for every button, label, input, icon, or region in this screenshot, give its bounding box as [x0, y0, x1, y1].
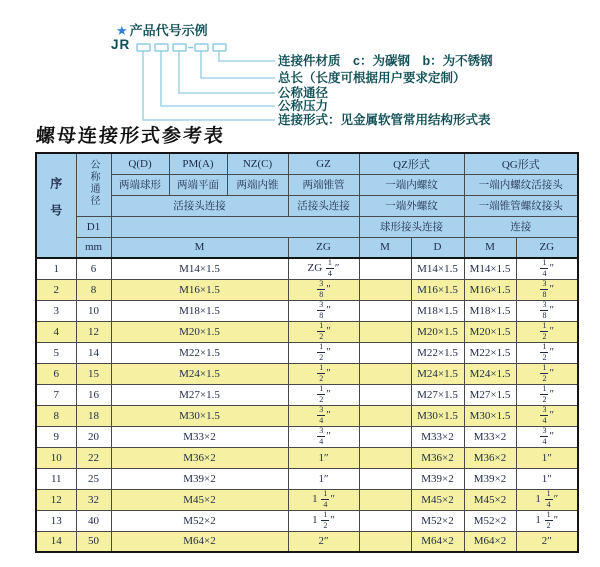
cell-qz_d: M45×2: [411, 489, 464, 510]
cell-qz_m: [359, 342, 411, 363]
cell-gz: 1 $\frac{1}{4}$ ″: [288, 489, 359, 510]
label-total-length: 总长（长度可根据用户要求定制）: [278, 71, 466, 85]
cell-qz_m: [359, 468, 411, 489]
cell-gz: $\frac{3}{8}$ ″: [288, 279, 359, 300]
cell-qz_d: M30×1.5: [411, 405, 464, 426]
cell-qg_m: M30×1.5: [464, 405, 516, 426]
table-row: [36, 363, 578, 384]
code-box-5: [213, 44, 226, 51]
code-box-1: [137, 44, 150, 51]
cell-dn: 32: [76, 489, 111, 510]
cell-m: M22×1.5: [111, 342, 288, 363]
cell-qz_m: [359, 489, 411, 510]
cell-gz: $\frac{3}{8}$ ″: [288, 300, 359, 321]
table-row: [36, 468, 578, 489]
cell-m: M18×1.5: [111, 300, 288, 321]
cell-qg_zg: $\frac{1}{2}$ ″: [516, 384, 578, 405]
code-box-2: [155, 44, 168, 51]
cell-qg_zg: $\frac{1}{2}$ ″: [516, 363, 578, 384]
cell-qg_zg: $\frac{1}{2}$ ″: [516, 321, 578, 342]
cell-dn: 25: [76, 468, 111, 489]
cell-m: M45×2: [111, 489, 288, 510]
table-row: [36, 384, 578, 405]
cell-qz_d: M16×1.5: [411, 279, 464, 300]
cell-dn: 22: [76, 447, 111, 468]
cell-gz: $\frac{1}{2}$ ″: [288, 384, 359, 405]
cell-qg_zg: $\frac{3}{4}$ ″: [516, 426, 578, 447]
cell-no: 1: [36, 258, 76, 279]
cell-dn: 15: [76, 363, 111, 384]
cell-qg_zg: $\frac{3}{8}$ ″: [516, 300, 578, 321]
cell-gz: 1″: [288, 447, 359, 468]
cell-dn: 40: [76, 510, 111, 531]
cell-dn: 12: [76, 321, 111, 342]
header-gz: GZ: [288, 153, 359, 174]
header-qz-form: QZ形式: [359, 153, 464, 174]
table-row: [36, 300, 578, 321]
cell-dn: 8: [76, 279, 111, 300]
cell-qg_m: M39×2: [464, 468, 516, 489]
header-qz-desc3: 球形接头连接: [359, 216, 464, 237]
cell-qz_m: [359, 405, 411, 426]
nut-connection-reference-table: [35, 152, 579, 553]
cell-qz_m: [359, 321, 411, 342]
table-row: [36, 279, 578, 300]
header-pm: PM(A): [169, 153, 227, 174]
cell-m: M16×1.5: [111, 279, 288, 300]
cell-dn: 20: [76, 426, 111, 447]
cell-qz_m: [359, 426, 411, 447]
cell-dn: 16: [76, 384, 111, 405]
cell-qz_d: M20×1.5: [411, 321, 464, 342]
cell-qz_m: [359, 510, 411, 531]
header-blank: [111, 216, 359, 237]
header-serial: [36, 153, 76, 258]
table-row: [36, 531, 578, 552]
cell-m: M33×2: [111, 426, 288, 447]
header-qg-desc3: 连接: [464, 216, 578, 237]
header-qg-m: M: [464, 237, 516, 258]
cell-gz: 1″: [288, 468, 359, 489]
cell-m: M30×1.5: [111, 405, 288, 426]
cell-qg_zg: $\frac{1}{2}$ ″: [516, 342, 578, 363]
header-pm-desc: 两端平面: [169, 174, 227, 195]
cell-qg_m: M52×2: [464, 510, 516, 531]
diagram-heading-text: 产品代号示例: [129, 23, 208, 38]
cell-qg_m: M36×2: [464, 447, 516, 468]
cell-no: 12: [36, 489, 76, 510]
header-qz-d: D: [411, 237, 464, 258]
cell-qg_zg: 1″: [516, 468, 578, 489]
table-header: [36, 153, 578, 258]
cell-no: 9: [36, 426, 76, 447]
connector-line-4: [201, 51, 275, 78]
cell-m: M14×1.5: [111, 258, 288, 279]
cell-qz_d: M18×1.5: [411, 300, 464, 321]
cell-qg_m: M33×2: [464, 426, 516, 447]
cell-qz_m: [359, 300, 411, 321]
header-qg-desc2: 一端锥管螺纹接头: [464, 195, 578, 216]
table-row: [36, 405, 578, 426]
cell-dn: 18: [76, 405, 111, 426]
header-gz-connection: 活接头连接: [288, 195, 359, 216]
header-mm: mm: [76, 237, 111, 258]
cell-qz_d: M36×2: [411, 447, 464, 468]
cell-dn: 10: [76, 300, 111, 321]
header-union-connection: 活接头连接: [111, 195, 288, 216]
header-qz-desc1: 一端内螺纹: [359, 174, 464, 195]
cell-gz: $\frac{3}{4}$ ″: [288, 405, 359, 426]
cell-no: 11: [36, 468, 76, 489]
cell-qz_d: M52×2: [411, 510, 464, 531]
table-body: [36, 258, 578, 552]
cell-qg_m: M20×1.5: [464, 321, 516, 342]
cell-m: M39×2: [111, 468, 288, 489]
cell-qg_zg: $\frac{3}{8}$ ″: [516, 279, 578, 300]
cell-no: 4: [36, 321, 76, 342]
header-qg-form: QG形式: [464, 153, 578, 174]
cell-qz_d: M39×2: [411, 468, 464, 489]
cell-qg_m: M24×1.5: [464, 363, 516, 384]
header-qg-desc1: 一端内螺纹活接头: [464, 174, 578, 195]
connector-line-3: [179, 51, 275, 93]
header-nz-desc: 两端内锥: [227, 174, 288, 195]
cell-qz_m: [359, 531, 411, 552]
cell-no: 14: [36, 531, 76, 552]
cell-no: 6: [36, 363, 76, 384]
cell-qz_d: M14×1.5: [411, 258, 464, 279]
header-q-desc: 两端球形: [111, 174, 169, 195]
table-row: [36, 258, 578, 279]
cell-qz_d: M33×2: [411, 426, 464, 447]
cell-qz_m: [359, 279, 411, 300]
cell-qg_zg: $\frac{1}{4}$ ″: [516, 258, 578, 279]
cell-dn: 50: [76, 531, 111, 552]
cell-qg_zg: 1″: [516, 447, 578, 468]
table-row: [36, 489, 578, 510]
cell-no: 2: [36, 279, 76, 300]
header-qz-m: M: [359, 237, 411, 258]
cell-qz_d: M24×1.5: [411, 363, 464, 384]
cell-gz: $\frac{1}{2}$ ″: [288, 342, 359, 363]
cell-qg_m: M22×1.5: [464, 342, 516, 363]
header-qz-desc2: 一端外螺纹: [359, 195, 464, 216]
cell-no: 7: [36, 384, 76, 405]
table-row: [36, 321, 578, 342]
cell-no: 13: [36, 510, 76, 531]
cell-qg_m: M64×2: [464, 531, 516, 552]
cell-m: M36×2: [111, 447, 288, 468]
cell-no: 5: [36, 342, 76, 363]
cell-qz_d: M64×2: [411, 531, 464, 552]
cell-gz: ZG $\frac{1}{4}$ ″: [288, 258, 359, 279]
cell-qg_m: M27×1.5: [464, 384, 516, 405]
cell-gz: 2″: [288, 531, 359, 552]
cell-m: M64×2: [111, 531, 288, 552]
header-gz-zg: ZG: [288, 237, 359, 258]
table-title: 螺母连接形式参考表: [35, 126, 226, 147]
product-code-prefix: JR: [111, 37, 131, 52]
cell-m: M20×1.5: [111, 321, 288, 342]
header-nz: NZ(C): [227, 153, 288, 174]
header-diameter: [76, 153, 111, 216]
label-nominal-diameter: 公称通径: [278, 86, 329, 100]
cell-gz: $\frac{3}{4}$ ″: [288, 426, 359, 447]
header-gz-desc: 两端锥管: [288, 174, 359, 195]
label-nominal-pressure: 公称压力: [278, 99, 329, 113]
cell-qz_m: [359, 384, 411, 405]
table-row: [36, 342, 578, 363]
cell-qg_zg: 1 $\frac{1}{4}$ ″: [516, 489, 578, 510]
cell-qg_m: M18×1.5: [464, 300, 516, 321]
connector-line-5: [219, 51, 275, 61]
header-qg-zg: ZG: [516, 237, 578, 258]
code-box-4: [195, 44, 208, 51]
cell-qz_m: [359, 363, 411, 384]
table-row: [36, 426, 578, 447]
cell-dn: 6: [76, 258, 111, 279]
header-diameter-text: 公称通径: [88, 159, 99, 208]
cell-gz: $\frac{1}{2}$ ″: [288, 321, 359, 342]
cell-qg_m: M14×1.5: [464, 258, 516, 279]
table-row: [36, 447, 578, 468]
cell-gz: $\frac{1}{2}$ ″: [288, 363, 359, 384]
code-box-3: [173, 44, 186, 51]
cell-qz_m: [359, 447, 411, 468]
header-q: Q(D): [111, 153, 169, 174]
star-icon: ★: [116, 23, 128, 38]
cell-qz_d: M22×1.5: [411, 342, 464, 363]
label-connection-form: 连接形式：见金属软管常用结构形式表: [278, 113, 491, 127]
header-m: M: [111, 237, 288, 258]
cell-qz_m: [359, 258, 411, 279]
cell-qg_m: M45×2: [464, 489, 516, 510]
cell-dn: 14: [76, 342, 111, 363]
header-serial-text: 序号: [48, 177, 63, 231]
table-row: [36, 510, 578, 531]
cell-qg_zg: 2″: [516, 531, 578, 552]
cell-qg_zg: $\frac{3}{4}$ ″: [516, 405, 578, 426]
cell-gz: 1 $\frac{1}{2}$ ″: [288, 510, 359, 531]
cell-no: 3: [36, 300, 76, 321]
header-d1: D1: [76, 216, 111, 237]
label-material: 连接件材质 c：为碳钢 b：为不锈钢: [278, 54, 493, 68]
cell-qg_zg: 1 $\frac{1}{2}$ ″: [516, 510, 578, 531]
cell-no: 10: [36, 447, 76, 468]
cell-no: 8: [36, 405, 76, 426]
cell-qz_d: M27×1.5: [411, 384, 464, 405]
cell-m: M24×1.5: [111, 363, 288, 384]
cell-m: M27×1.5: [111, 384, 288, 405]
cell-qg_m: M16×1.5: [464, 279, 516, 300]
cell-m: M52×2: [111, 510, 288, 531]
